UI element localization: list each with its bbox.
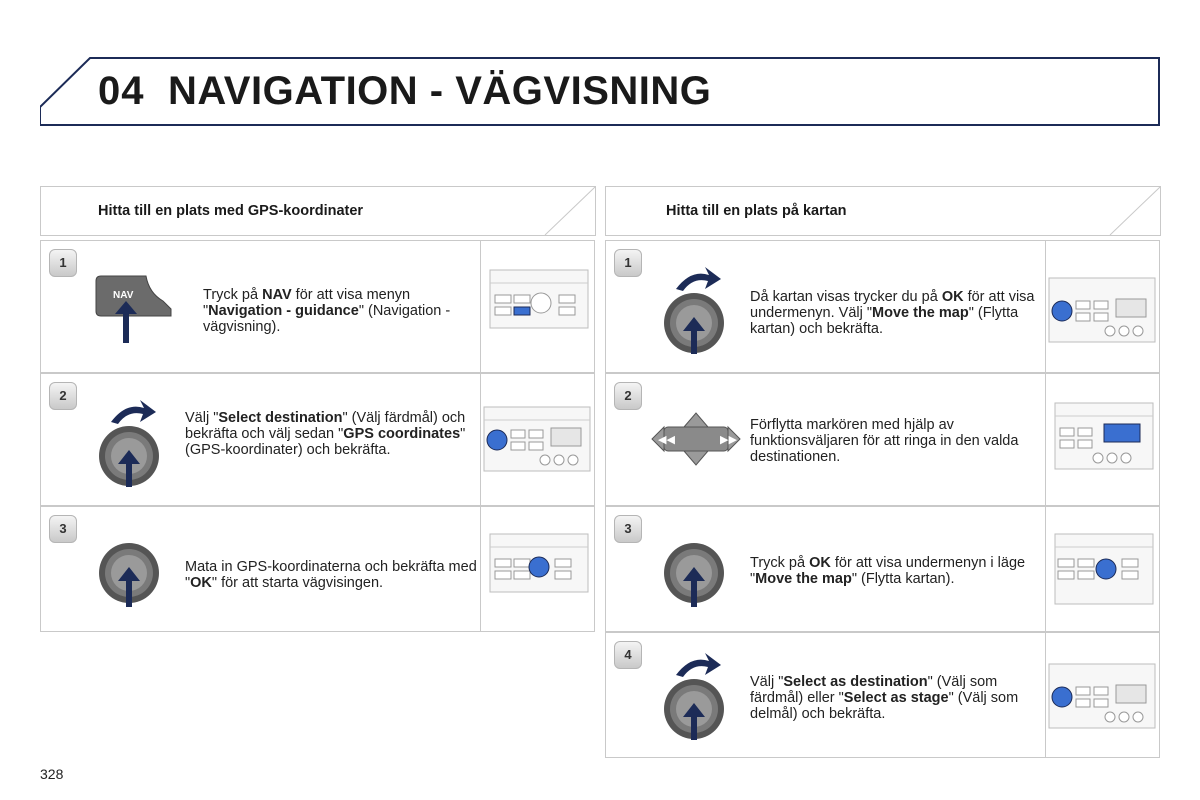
step-number-badge: 1: [614, 249, 642, 277]
radio-panel-illustration: [1048, 277, 1156, 343]
step-text-bold: OK: [941, 289, 964, 305]
step-text-run: " (GPS-koordinater) och bekräfta.: [185, 426, 466, 458]
right-section-title: Hitta till en plats på kartan: [666, 203, 847, 219]
step-text-run: Då kartan visas trycker du på: [750, 289, 942, 305]
step-number-badge: 3: [49, 515, 77, 543]
left-step-1: [40, 240, 595, 373]
step-number-badge: 4: [614, 641, 642, 669]
divider: [1045, 507, 1046, 631]
step-text-bold: NAV: [262, 287, 292, 303]
step-text-run: " för att starta vägvisingen.: [211, 575, 384, 591]
step-text: [185, 559, 480, 591]
svg-text:◀◀: ◀◀: [658, 433, 675, 446]
step-text-run: för att visa undermenyn i läge ": [750, 555, 1026, 587]
right-step-4: [605, 632, 1160, 758]
step-text: [185, 410, 475, 458]
step-text-run: Tryck på: [203, 287, 263, 303]
radio-panel-illustration: [1048, 663, 1156, 729]
step-text-bold: Select as stage: [843, 690, 949, 706]
left-section-header: [40, 186, 596, 236]
rotary-knob-icon: [661, 647, 731, 751]
divider: [1045, 241, 1046, 372]
step-text-bold: OK: [809, 555, 831, 571]
step-number-badge: 2: [614, 382, 642, 410]
step-text-bold: Move the map: [755, 571, 852, 587]
left-section-title: Hitta till en plats med GPS-koordinater: [98, 203, 364, 219]
step-text-run: " (Välj färdmål) och bekräfta och välj sedan ": [185, 410, 466, 442]
rotary-knob-icon: [96, 394, 166, 494]
divider: [480, 507, 481, 631]
left-step-3: [40, 506, 595, 632]
step-text-run: Välj ": [185, 410, 219, 426]
step-text-bold: Navigation - guidance: [208, 303, 359, 319]
divider: [1045, 633, 1046, 757]
step-text-bold: OK: [190, 575, 212, 591]
step-text-bold: Select destination: [218, 410, 343, 426]
radio-panel-illustration: [1054, 402, 1154, 470]
step-text-run: Förflytta markören med hjälp av funktionsväljaren för att ringa in den valda destinationen.: [750, 417, 1019, 465]
step-number-badge: 1: [49, 249, 77, 277]
left-step-2: [40, 373, 595, 506]
right-step-3: [605, 506, 1160, 632]
radio-panel-illustration: [483, 406, 591, 472]
chapter-number: 04: [98, 69, 145, 113]
step-text-run: Mata in GPS-koordinaterna och bekräfta med ": [185, 559, 477, 591]
step-text-run: Välj ": [750, 674, 784, 690]
radio-panel-illustration: [489, 269, 589, 329]
step-text-run: för att visa undermenyn. Välj ": [750, 289, 1035, 321]
step-text-run: " (Välj som delmål) och bekräfta.: [750, 690, 1019, 722]
corner-slash: [535, 187, 595, 235]
rotary-knob-icon: [661, 527, 731, 627]
step-text-bold: Select as destination: [783, 674, 928, 690]
step-text-bold: Move the map: [872, 305, 969, 321]
step-text-bold: GPS coordinates: [343, 426, 461, 442]
divider: [480, 241, 481, 372]
nav-button-icon: [91, 271, 181, 351]
step-number-badge: 3: [614, 515, 642, 543]
step-text: [750, 674, 1035, 722]
nav-button-label: NAV: [113, 290, 134, 301]
svg-text:▶▶: ▶▶: [720, 433, 737, 446]
step-text: [750, 289, 1040, 337]
radio-panel-illustration: [489, 533, 589, 593]
step-text: [750, 417, 1035, 465]
radio-panel-illustration: [1054, 533, 1154, 605]
divider: [1045, 374, 1046, 505]
step-number-badge: 2: [49, 382, 77, 410]
step-text-run: för att visa menyn ": [203, 287, 411, 319]
page-number: 328: [40, 766, 64, 782]
step-text: [750, 555, 1035, 587]
step-text-run: Tryck på: [750, 555, 810, 571]
right-step-1: [605, 240, 1160, 373]
right-section-header: [605, 186, 1161, 236]
step-text-run: " (Flytta kartan) och bekräfta.: [750, 305, 1019, 337]
corner-slash: [1100, 187, 1160, 235]
right-step-2: [605, 373, 1160, 506]
chapter-header: [40, 57, 1160, 126]
divider: [480, 374, 481, 505]
rotary-knob-icon: [96, 527, 166, 627]
rotary-knob-icon: [661, 261, 731, 361]
step-text: [203, 287, 468, 335]
step-text-run: " (Välj som färdmål) eller ": [750, 674, 998, 706]
step-text-run: " (Navigation - vägvisning).: [203, 303, 451, 335]
chapter-title: NAVIGATION - VÄGVISNING: [168, 69, 712, 113]
step-text-run: " (Flytta kartan).: [851, 571, 955, 587]
direction-pad-icon: [646, 409, 746, 469]
